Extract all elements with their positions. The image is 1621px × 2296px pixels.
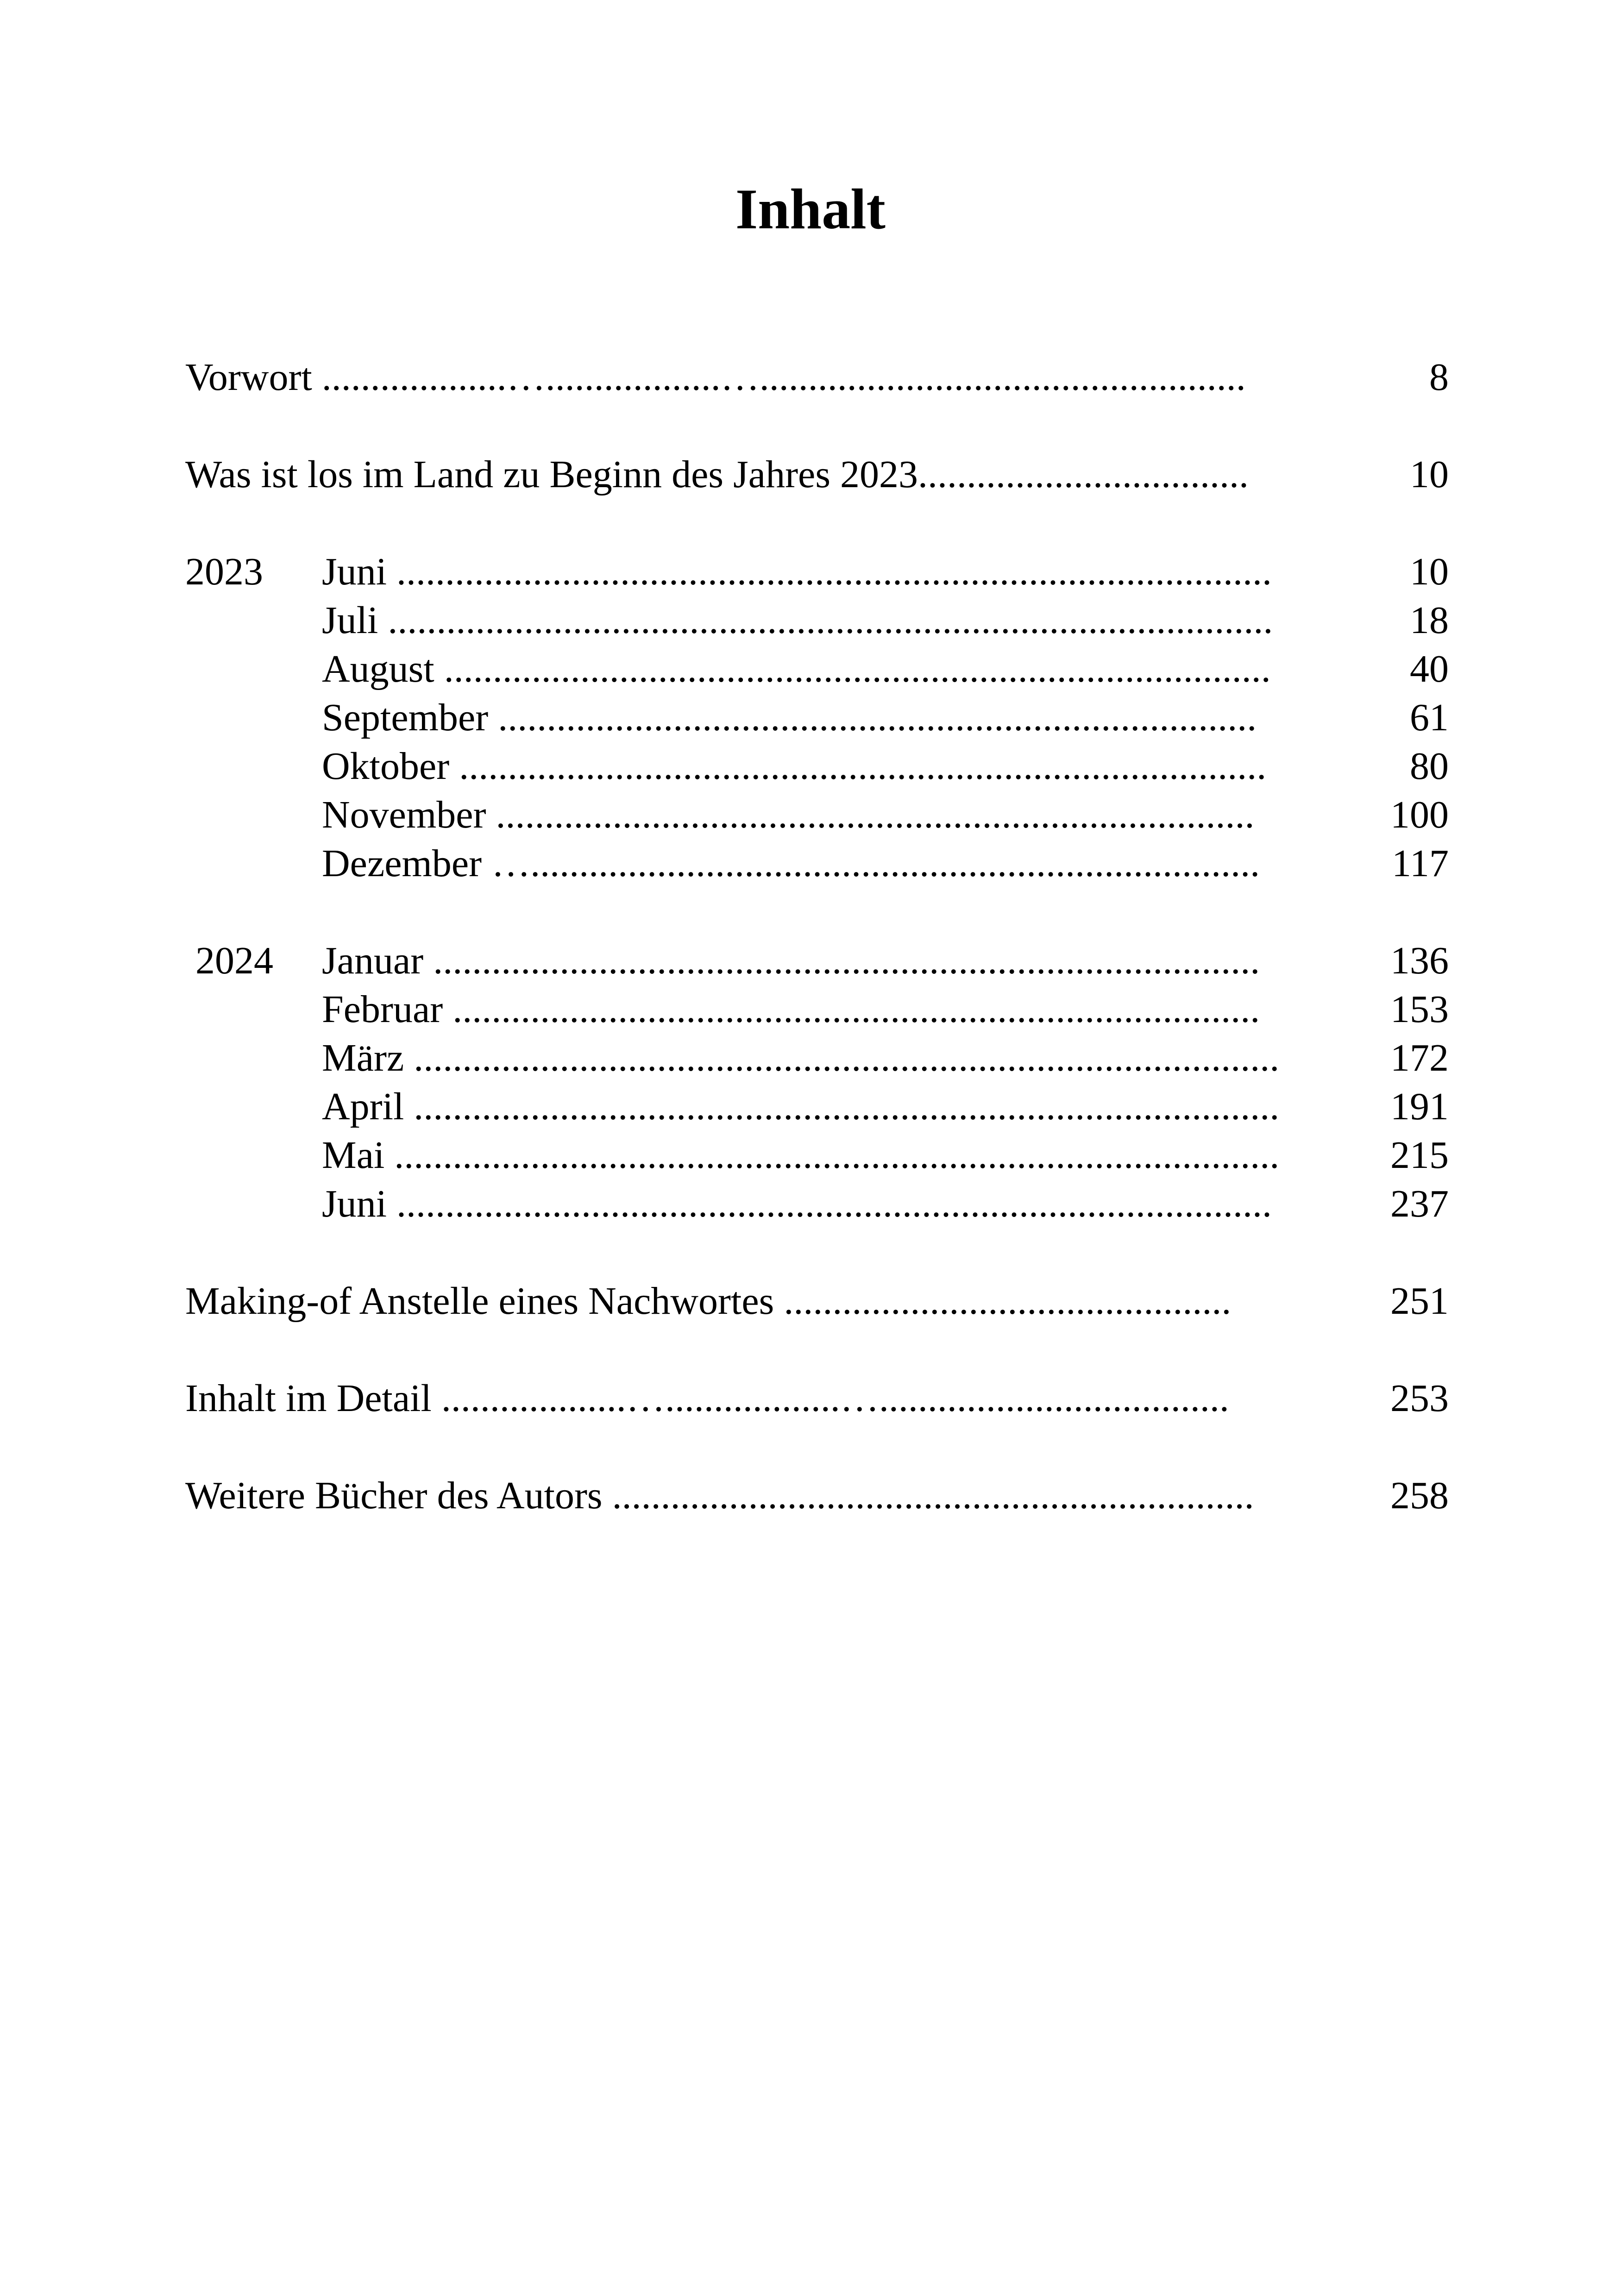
toc-entry-title: Oktober ...................................................................................	[322, 745, 1267, 788]
toc-entry-juni-2024	[322, 1181, 1449, 1227]
toc-entry-august-2023	[322, 646, 1449, 692]
toc-entry-juli-2023	[322, 597, 1449, 644]
toc-page-number: 215	[1390, 1134, 1449, 1177]
toc-entry-title: August .....................................................................................	[322, 647, 1271, 690]
toc-page-number: 61	[1410, 696, 1449, 739]
toc-entry-title: Mai ...........................................................................................	[322, 1134, 1280, 1177]
toc-entry-inhalt-im-detail	[185, 1375, 1449, 1422]
toc-entry-maerz-2024	[322, 1035, 1449, 1081]
toc-entry-title: Juni ..........................................................................................	[322, 550, 1272, 593]
toc-page-number: 80	[1410, 745, 1449, 788]
toc-entry-title: November ..............................................................................	[322, 793, 1255, 836]
toc-page-number: 251	[1390, 1280, 1449, 1323]
toc-entry-mai-2024	[322, 1132, 1449, 1179]
toc-entry-title: Vorwort ...................…..................…..................................................	[185, 356, 1246, 399]
toc-entry-title: Januar .....................................................................................	[322, 939, 1260, 982]
toc-entry-title: Juni ..........................................................................................	[322, 1182, 1272, 1225]
toc-entry-title: März .........................................................................................	[322, 1036, 1280, 1079]
toc-page-number: 18	[1410, 599, 1449, 642]
toc-page-number: 100	[1390, 793, 1449, 836]
toc-page-number: 10	[1410, 550, 1449, 593]
toc-page-number: 136	[1390, 939, 1449, 982]
toc-page-number: 117	[1392, 842, 1449, 885]
toc-page-number: 258	[1390, 1474, 1449, 1517]
toc-entry-juni-2023	[322, 549, 1449, 595]
toc-entry-title: Inhalt im Detail ...................…..................…....................................	[185, 1377, 1229, 1420]
toc-entry-dezember-2023	[322, 841, 1449, 887]
page-title: Inhalt	[735, 177, 886, 241]
toc-entry-title: April .........................................................................................	[322, 1085, 1280, 1128]
toc-entry-november-2023	[322, 792, 1449, 838]
toc-entry-title: Dezember …...........................................................................	[322, 842, 1260, 885]
toc-entry-making-of	[185, 1278, 1449, 1324]
toc-year-2023: 2023	[185, 550, 263, 593]
toc-entry-title: Juli ...........................................................................................	[322, 599, 1273, 642]
toc-entry-title: Weitere Bücher des Autors ..................................................................	[185, 1474, 1254, 1517]
toc-page-number: 172	[1390, 1036, 1449, 1079]
toc-page-number: 237	[1390, 1182, 1449, 1225]
toc-entry-title: September ..............................................................................	[322, 696, 1257, 739]
toc-entry-title: Februar ...................................................................................	[322, 988, 1260, 1031]
toc-page-number: 153	[1390, 988, 1449, 1031]
toc-entry-weitere-buecher	[185, 1473, 1449, 1519]
toc-entry-april-2024	[322, 1084, 1449, 1130]
toc-entry-title: Was ist los im Land zu Beginn des Jahres 2023..................................	[185, 453, 1249, 496]
toc-entry-september-2023	[322, 695, 1449, 741]
toc-entry-title: Making-of Anstelle eines Nachwortes ..............................................	[185, 1280, 1231, 1323]
toc-entry-was-ist-los	[185, 452, 1449, 498]
toc-page-number: 191	[1390, 1085, 1449, 1128]
toc-page-number: 10	[1410, 453, 1449, 496]
toc-entry-januar-2024	[322, 938, 1449, 984]
toc-page-number: 253	[1390, 1377, 1449, 1420]
toc-year-2024: 2024	[195, 939, 273, 982]
toc-page-number: 8	[1429, 356, 1449, 399]
toc-entry-februar-2024	[322, 986, 1449, 1033]
toc-entry-vorwort	[185, 354, 1449, 401]
toc-page-number: 40	[1410, 647, 1449, 690]
toc-entry-oktober-2023	[322, 743, 1449, 790]
